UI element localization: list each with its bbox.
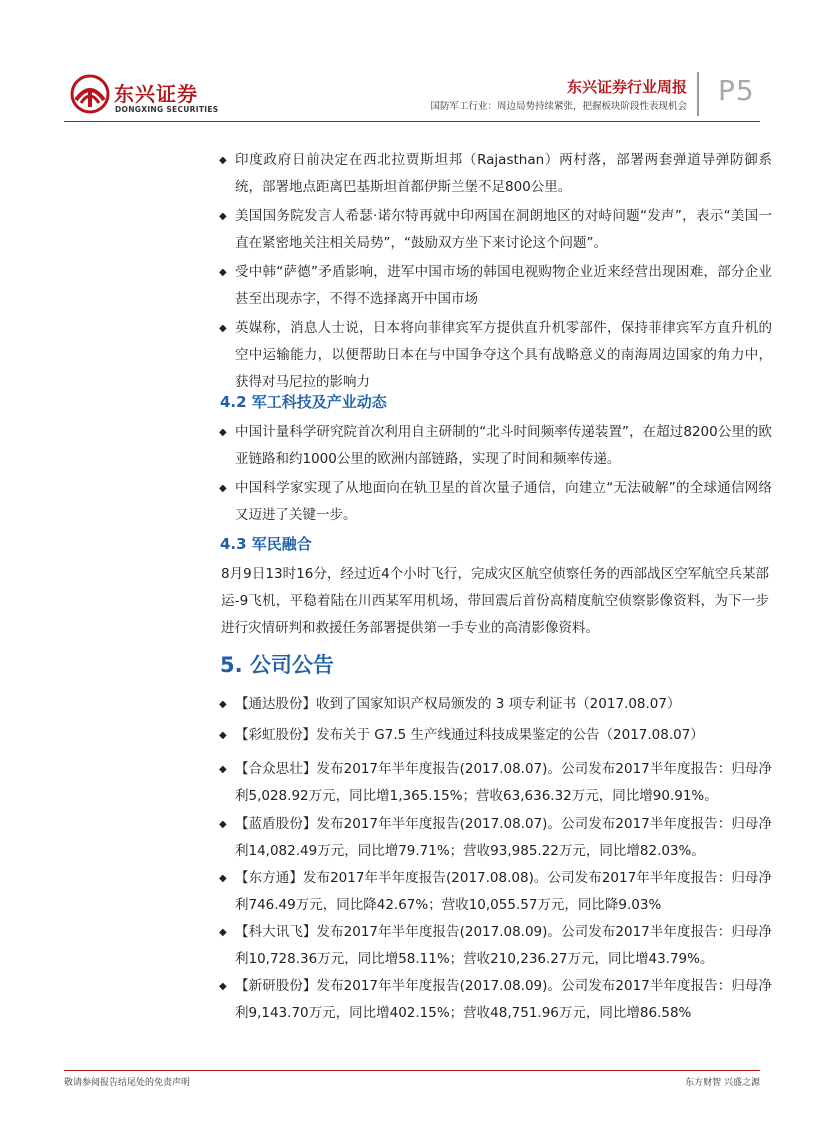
section-paragraph: 8月9日13时16分，经过近4个小时飞行，完成灾区航空侦察任务的西部战区空军航空兵某部运-9飞机，平稳着陆在川西某军用机场，带回震后首份高精度航空侦察影像资料，为下一步进行灾情研判和救援任务部署提供第一手专业的高清影像资料。 <box>221 566 769 636</box>
list-item: ◆ 【科大讯飞】发布2017年半年度报告(2017.08.09)。公司发布2017半年度报告：归母净利10,728.36万元，同比增58.11%；营收210,236.27万元，同比增43.79%。 <box>224 919 772 973</box>
section-heading-4-2: 4.2 军工科技及产业动态 <box>220 393 387 411</box>
list-item: ◆ 中国计量科学研究院首次利用自主研制的“北斗时间频率传递装置”，在超过8200公里的欧亚链路和约1000公里的欧洲内部链路，实现了时间和频率传递。 <box>224 419 772 473</box>
section-heading-4-3: 4.3 军民融合 <box>220 535 312 553</box>
list-item: ◆ 【新研股份】发布2017年半年度报告(2017.08.09)。公司发布2017半年度报告：归母净利9,143.70万元，同比增402.15%；营收48,751.96万元，同比增86.58% <box>224 973 772 1027</box>
footer-rule <box>64 1070 760 1071</box>
diamond-bullet-icon: ◆ <box>219 873 227 884</box>
diamond-bullet-icon: ◆ <box>219 323 227 334</box>
header-rule <box>64 121 760 122</box>
list-item: ◆ 英媒称，消息人士说，日本将向菲律宾军方提供直升机零部件，保持菲律宾军方直升机的空中运输能力，以便帮助日本在与中国争夺这个具有战略意义的南海周边国家的角力中，获得对马尼拉的影响力 <box>224 315 772 396</box>
list-item: ◆ 【彩虹股份】发布关于 G7.5 生产线通过科技成果鉴定的公告（2017.08.07） <box>224 722 772 749</box>
page-header <box>0 0 827 125</box>
list-item: ◆ 中国科学家实现了从地面向在轨卫星的首次量子通信，向建立“无法破解”的全球通信网络又迈进了关键一步。 <box>224 475 772 529</box>
list-item: ◆ 【蓝盾股份】发布2017年半年度报告(2017.08.07)。公司发布2017半年度报告：归母净利14,082.49万元，同比增79.71%；营收93,985.22万元，同比增82.03%。 <box>224 811 772 865</box>
list-item: ◆ 印度政府日前决定在西北拉贾斯坦邦（Rajasthan）两村落，部署两套弹道导弹防御系统，部署地点距离巴基斯坦首都伊斯兰堡不足800公里。 <box>224 147 772 201</box>
logo-chinese-name: 东兴证券 <box>114 82 198 106</box>
page-number: P5 <box>718 74 755 107</box>
diamond-bullet-icon: ◆ <box>219 764 227 775</box>
footer-disclaimer: 敬请参阅报告结尾处的免责声明 <box>64 1078 191 1088</box>
footer-slogan: 东方财智 兴盛之源 <box>685 1078 760 1088</box>
header-divider <box>697 72 699 116</box>
company-logo <box>70 74 220 120</box>
diamond-bullet-icon: ◆ <box>219 981 227 992</box>
list-item: ◆ 【通达股份】收到了国家知识产权局颁发的 3 项专利证书（2017.08.07） <box>224 691 772 718</box>
report-title: 东兴证券行业周报 <box>566 78 687 96</box>
diamond-bullet-icon: ◆ <box>219 730 227 741</box>
list-item: ◆ 【合众思壮】发布2017年半年度报告(2017.08.07)。公司发布2017半年度报告：归母净利5,028.92万元，同比增1,365.15%；营收63,636.32万元，同比增90.91%。 <box>224 756 772 810</box>
section-heading-5: 5. 公司公告 <box>220 653 334 677</box>
diamond-bullet-icon: ◆ <box>219 211 227 222</box>
diamond-bullet-icon: ◆ <box>219 927 227 938</box>
logo-english-name: DONGXING SECURITIES <box>115 105 219 114</box>
list-item: ◆ 【东方通】发布2017年半年度报告(2017.08.08)。公司发布2017年半年度报告：归母净利746.49万元，同比降42.67%；营收10,055.57万元，同比降9.03% <box>224 865 772 919</box>
diamond-bullet-icon: ◆ <box>219 819 227 830</box>
list-item: ◆ 美国国务院发言人希瑟·诺尔特再就中印两国在洞朗地区的对峙问题“发声”，表示“美国一直在紧密地关注相关局势”，“鼓励双方坐下来讨论这个问题”。 <box>224 203 772 257</box>
diamond-bullet-icon: ◆ <box>219 427 227 438</box>
dongxing-logo-icon <box>70 74 110 114</box>
diamond-bullet-icon: ◆ <box>219 699 227 710</box>
diamond-bullet-icon: ◆ <box>219 267 227 278</box>
report-subtitle: 国防军工行业：周边局势持续紧张，把握板块阶段性表现机会 <box>430 101 687 112</box>
diamond-bullet-icon: ◆ <box>219 483 227 494</box>
list-item: ◆ 受中韩“萨德”矛盾影响，进军中国市场的韩国电视购物企业近来经营出现困难，部分企业甚至出现赤字，不得不选择离开中国市场 <box>224 259 772 313</box>
diamond-bullet-icon: ◆ <box>219 155 227 166</box>
